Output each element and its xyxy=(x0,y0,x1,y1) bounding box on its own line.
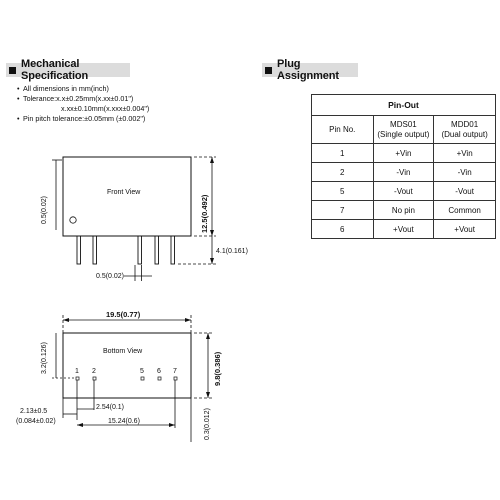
arrow-up-icon xyxy=(206,333,210,339)
front-top-offset-dim: 0.5(0.02) xyxy=(41,195,48,224)
pin-number-label: 1 xyxy=(75,368,79,375)
pin xyxy=(171,236,175,264)
arrow-left-icon xyxy=(63,318,69,322)
pin-pad xyxy=(93,377,96,380)
col-mdd01-model: MDD01 xyxy=(451,119,479,129)
front-view-drawing xyxy=(41,157,248,281)
pin-number-label: 2 xyxy=(92,368,96,375)
front-view-label: Front View xyxy=(107,189,141,196)
bottom-edge-dim: 0.3(0.012) xyxy=(204,408,211,440)
front-view-pins xyxy=(77,236,175,264)
bottom-view-pins xyxy=(76,377,177,380)
pin-pad xyxy=(141,377,144,380)
pin-pad xyxy=(158,377,161,380)
cell-pin: 6 xyxy=(312,220,374,239)
col-mds01-model: MDS01 xyxy=(390,119,417,129)
col-mdd01-desc: (Dual output) xyxy=(441,129,488,139)
bottom-view-drawing xyxy=(16,310,222,442)
note-pin-pitch: • Pin pitch tolerance:±0.05mm (±0.002") xyxy=(17,114,149,124)
pin-out-title: Pin-Out xyxy=(312,95,496,116)
cell-pin: 7 xyxy=(312,201,374,220)
note-tolerance-2: x.xx±0.10mm(x.xxx±0.004") xyxy=(61,104,150,113)
pin-width-dim: 0.5(0.02) xyxy=(96,273,125,280)
edge-dim: 2.13±0.5 xyxy=(20,408,48,415)
arrow-down-icon xyxy=(210,258,214,264)
arrow-down-icon xyxy=(210,230,214,236)
col-mds01-desc: (Single output) xyxy=(377,129,430,139)
pin-number-label: 6 xyxy=(157,368,161,375)
cell-mdd01: Common xyxy=(434,201,496,220)
cell-pin: 2 xyxy=(312,163,374,182)
note-tolerance: • Tolerance:x.x±0.25mm(x.xx±0.01") xyxy=(17,94,149,104)
pin-pad xyxy=(174,377,177,380)
cell-mdd01: +Vout xyxy=(434,220,496,239)
pin-row-offset-dim: 3.2(0.126) xyxy=(41,342,48,374)
cell-mdd01: +Vin xyxy=(434,144,496,163)
bottom-height-dim: 9.8(0.386) xyxy=(213,351,222,386)
bottom-width-dim: 19.5(0.77) xyxy=(106,310,141,319)
plug-assignment-title: Plug Assignment xyxy=(277,58,339,82)
cell-mds01: +Vin xyxy=(373,144,434,163)
cell-mds01: No pin xyxy=(373,201,434,220)
arrow-down-icon xyxy=(206,392,210,398)
arrow-right-icon xyxy=(185,318,191,322)
col-pin-no: Pin No. xyxy=(312,116,374,144)
pin-number-label: 7 xyxy=(173,368,177,375)
cell-pin: 1 xyxy=(312,144,374,163)
span-dim: 15.24(0.6) xyxy=(108,418,140,425)
arrow-left-icon xyxy=(77,423,83,427)
bottom-view-body xyxy=(63,333,191,398)
pin-number-label: 5 xyxy=(140,368,144,375)
front-height-dim: 12.5(0.492) xyxy=(200,194,209,233)
note-dimensions: • All dimensions in mm(inch) xyxy=(17,84,149,94)
pin xyxy=(77,236,81,264)
cell-mdd01: -Vin xyxy=(434,163,496,182)
pin xyxy=(155,236,159,264)
front-view-body xyxy=(63,157,191,236)
cell-mds01: +Vout xyxy=(373,220,434,239)
pin1-marker-icon xyxy=(70,217,76,223)
pin xyxy=(93,236,97,264)
bottom-view-label: Bottom View xyxy=(103,348,143,355)
cell-mdd01: -Vout xyxy=(434,182,496,201)
cell-pin: 5 xyxy=(312,182,374,201)
arrow-right-icon xyxy=(169,423,175,427)
pin-pad xyxy=(76,377,79,380)
cell-mds01: -Vout xyxy=(373,182,434,201)
arrow-up-icon xyxy=(210,157,214,163)
pin-length-dim: 4.1(0.161) xyxy=(216,248,248,255)
cell-mds01: -Vin xyxy=(373,163,434,182)
edge-dim-inch: (0.084±0.02) xyxy=(16,418,56,425)
pin xyxy=(138,236,142,264)
mechanical-spec-title: Mechanical Specification xyxy=(21,58,89,82)
pitch-dim: 2.54(0.1) xyxy=(96,404,125,411)
